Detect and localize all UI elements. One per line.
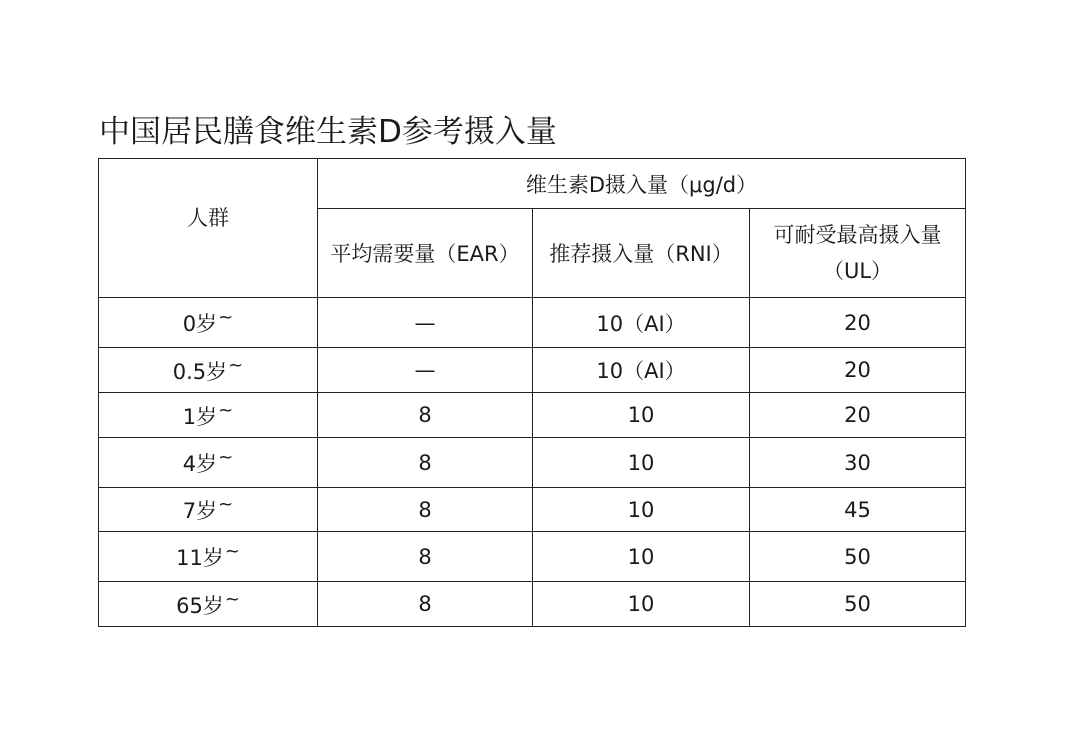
age-group-cell — [99, 582, 318, 627]
ear-value — [318, 298, 533, 348]
age-group-label: 7岁 — [182, 499, 218, 523]
age-group-cell — [99, 348, 318, 393]
ul-header-line-1: 可耐受最高摄入量 — [773, 223, 942, 247]
ear-header: 平均需要量（EAR） — [318, 209, 533, 298]
age-group-cell — [99, 298, 318, 348]
table-row — [99, 298, 966, 348]
age-group-label: 4岁 — [182, 452, 218, 476]
age-group-label: 0.5岁 — [172, 359, 228, 384]
age-group-label: 0岁 — [182, 312, 218, 336]
age-group-cell — [99, 393, 318, 438]
ul-value: 50 — [750, 532, 966, 582]
rni-value: 10 — [533, 488, 750, 532]
rni-value: 10 — [533, 393, 750, 438]
ul-value: 50 — [750, 582, 966, 627]
rni-value: 10 — [533, 582, 750, 627]
rni-value: 10 — [533, 438, 750, 488]
rni-value: 10 — [533, 532, 750, 582]
ul-value: 20 — [750, 298, 966, 348]
ear-value — [318, 348, 533, 393]
vitamin-d-intake-table — [98, 158, 966, 627]
ear-dash: — — [414, 358, 436, 382]
age-group-cell — [99, 438, 318, 488]
age-group-cell — [99, 532, 318, 582]
table-row — [99, 438, 966, 488]
age-group-cell — [99, 488, 318, 532]
ear-value: 8 — [318, 393, 533, 438]
age-range-tilde: ~ — [224, 541, 240, 562]
age-range-tilde: ~ — [218, 399, 234, 421]
age-group-label: 65岁 — [176, 593, 224, 618]
table-row — [99, 532, 966, 582]
age-range-tilde: ~ — [228, 354, 244, 376]
ear-value: 8 — [318, 488, 533, 532]
ear-value: 8 — [318, 582, 533, 627]
table-row — [99, 488, 966, 532]
document-title: 中国居民膳食维生素D参考摄入量 — [99, 114, 557, 150]
age-range-tilde: ~ — [218, 307, 234, 328]
table-row — [99, 582, 966, 627]
table-row — [99, 393, 966, 438]
table-row — [99, 348, 966, 393]
age-range-tilde: ~ — [218, 447, 234, 468]
ul-header — [750, 209, 966, 298]
ear-value: 8 — [318, 532, 533, 582]
ul-value: 30 — [750, 438, 966, 488]
ul-value: 45 — [750, 488, 966, 532]
rni-value: 10（AI） — [533, 298, 750, 348]
ear-dash: — — [414, 310, 436, 335]
age-group-label: 11岁 — [176, 546, 224, 570]
vitamin-d-intake-header: 维生素D摄入量（μg/d） — [318, 159, 966, 209]
ul-value: 20 — [750, 348, 966, 393]
population-group-header: 人群 — [99, 159, 318, 298]
age-range-tilde: ~ — [218, 494, 234, 515]
age-range-tilde: ~ — [224, 588, 240, 610]
table-header-row-1 — [99, 159, 966, 209]
ul-header-line-2: （UL） — [822, 259, 893, 283]
ul-value: 20 — [750, 393, 966, 438]
rni-header: 推荐摄入量（RNI） — [533, 209, 750, 298]
ear-value: 8 — [318, 438, 533, 488]
age-group-label: 1岁 — [182, 404, 218, 429]
rni-value: 10（AI） — [533, 348, 750, 393]
